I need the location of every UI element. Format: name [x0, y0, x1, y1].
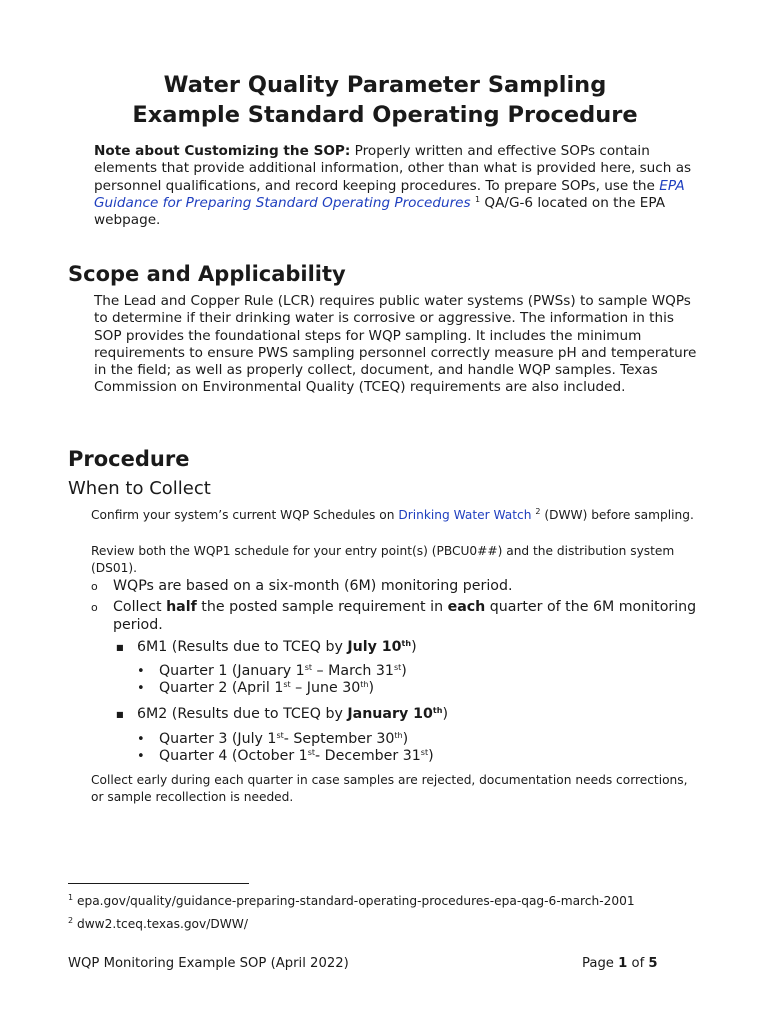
drinking-water-watch-link[interactable]: Drinking Water Watch	[398, 508, 532, 522]
review-paragraph: Review both the WQP1 schedule for your entry point(s) (PBCU0##) and the distribution system (DS01).	[91, 544, 675, 575]
list-item-quarter-3: Quarter 3 (July 1st- September 30th)	[159, 731, 409, 747]
dot-bullet-icon: •	[137, 732, 145, 747]
when-to-collect-heading: When to Collect	[68, 478, 211, 499]
square-bullet-icon: ■	[116, 643, 124, 652]
note-text: Properly written and effective SOPs contain elements that provide additional information, other than what is provided here, such as personnel qualifications, and record keeping procedures. To prepare SOPs, use the	[94, 143, 692, 194]
customizing-note	[94, 143, 704, 229]
list-item-quarter-2: Quarter 2 (April 1st – June 30th)	[159, 680, 375, 696]
footnote-1	[68, 893, 635, 909]
square-bullet-icon: ■	[116, 710, 124, 719]
footnote-number: 1	[68, 893, 74, 902]
list-item-quarter-1: Quarter 1 (January 1st – March 31st)	[159, 663, 407, 679]
footnote-text: epa.gov/quality/guidance-preparing-standard-operating-procedures-epa-qag-6-march-2001	[76, 894, 635, 908]
footnote-number: 2	[68, 916, 74, 925]
hollow-bullet-icon: o	[91, 580, 98, 593]
item-emphasis-each: each	[447, 599, 486, 615]
item-date-bold: July 10th	[347, 639, 412, 655]
footnote-ref-2[interactable]: 2	[535, 507, 541, 516]
scope-heading: Scope and Applicability	[68, 262, 346, 286]
scope-paragraph: The Lead and Copper Rule (LCR) requires public water systems (PWSs) to sample WQPs to determine if their drinking water is corrosive or aggressive. The information in this SOP provides the foundational steps for WQP sampling. It includes the minimum requirements to ensure PWS sampling personnel correctly measure pH and temperature in the field; as well as properly collect, document, and handle WQP samples. Texas Commission on Environmental Quality (TCEQ) requirements are also included.	[94, 293, 697, 396]
note-text-end: QA/G-6 located on the EPA webpage.	[94, 194, 665, 229]
footnote-ref-1[interactable]: 1	[474, 194, 481, 204]
item-emphasis-half: half	[166, 599, 197, 615]
footnote-text: dww2.tceq.texas.gov/DWW/	[76, 917, 248, 931]
footer-title: WQP Monitoring Example SOP (April 2022)	[68, 956, 349, 971]
closing-paragraph: Collect early during each quarter in case samples are rejected, documentation needs corrections, or sample recollection is needed.	[91, 773, 688, 804]
item-date-bold: January 10th	[347, 706, 443, 722]
footnote-divider	[68, 883, 249, 884]
dot-bullet-icon: •	[137, 664, 145, 679]
confirm-paragraph	[91, 507, 703, 524]
list-item-6m1	[137, 638, 417, 656]
hollow-bullet-icon: o	[91, 601, 98, 614]
document-title-line2: Example Standard Operating Procedure	[132, 102, 638, 128]
list-item-quarter-4: Quarter 4 (October 1st- December 31st)	[159, 748, 434, 764]
confirm-text: Confirm your system’s current WQP Schedules on	[91, 508, 399, 522]
list-item-six-month: WQPs are based on a six-month (6M) monitoring period.	[113, 578, 513, 594]
item-text: 6M2 (Results due to TCEQ by	[137, 706, 348, 722]
item-text: quarter of the 6M monitoring period.	[113, 599, 697, 633]
procedure-heading: Procedure	[68, 447, 190, 471]
epa-guidance-link[interactable]: EPA Guidance for Preparing Standard Operating Procedures	[94, 177, 685, 211]
list-item-6m2	[137, 705, 448, 723]
item-text: 6M1 (Results due to TCEQ by	[137, 639, 348, 655]
confirm-text-end: (DWW) before sampling.	[540, 508, 694, 522]
note-lead: Note about Customizing the SOP:	[94, 143, 351, 159]
dot-bullet-icon: •	[137, 681, 145, 696]
document-title-line1: Water Quality Parameter Sampling	[163, 72, 607, 98]
page-number: Page 1 of 5	[582, 956, 658, 971]
footnote-2	[68, 916, 248, 932]
item-text: )	[442, 706, 448, 722]
dot-bullet-icon: •	[137, 749, 145, 764]
item-text: )	[411, 639, 417, 655]
item-text: Collect	[113, 599, 167, 615]
item-text: the posted sample requirement in	[196, 599, 448, 615]
list-item-collect-half	[113, 599, 703, 634]
